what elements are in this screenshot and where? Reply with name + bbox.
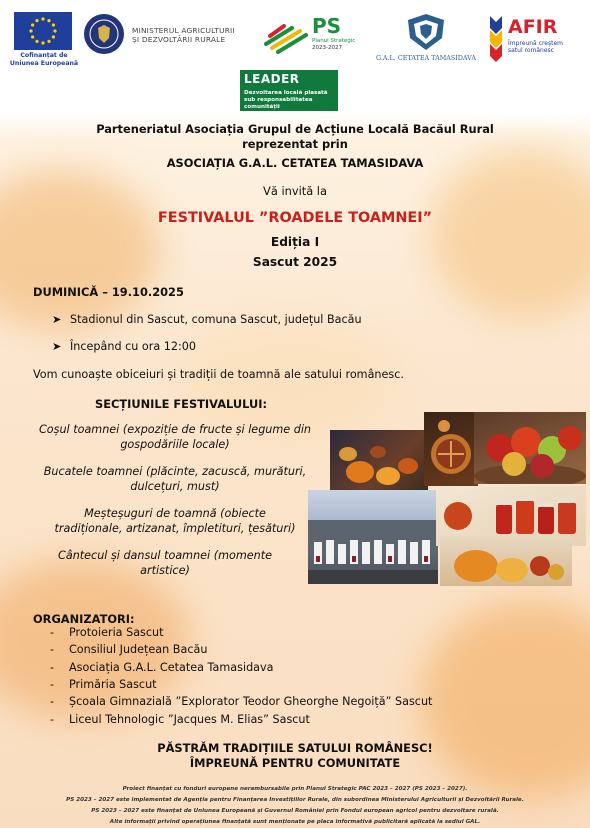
pumpkins-photo [330, 430, 428, 494]
represented-by: reprezentat prin [242, 137, 348, 151]
background-leaf [420, 600, 590, 800]
organizer-item: Consiliul Județean Bacău [69, 643, 208, 656]
leader-logo [240, 70, 338, 111]
leader-title: LEADER [244, 72, 300, 86]
section-text: Coșul toamnei (expoziție de fructe și legume din [38, 423, 312, 436]
closing-line-2: ÎMPREUNĂ PENTRU COMUNITATE [189, 756, 401, 770]
government-emblem [84, 14, 124, 54]
footer-line: Proiect finanțat cu fonduri europene nerambursabile prin Planul Strategic PAC 2023 – 2027 (PS 2023 – 2027). [122, 786, 468, 792]
section-text: gospodăriile locale) [120, 438, 230, 451]
section-item [30, 506, 320, 536]
invite-text: Vă invită la [263, 184, 327, 198]
eu-flag-logo [14, 12, 72, 50]
list-dash: - [50, 661, 55, 674]
pie-photo [424, 412, 478, 486]
sections-heading: SECȚIUNILE FESTIVALULUI: [95, 397, 268, 411]
organizer-item: Protoieria Sascut [69, 626, 164, 639]
organizer-item: Primăria Sascut [69, 678, 157, 691]
list-dash: - [50, 713, 55, 726]
ps-mark: PS [312, 14, 342, 38]
section-text: Cântecul și dansul toamnei (momente [58, 549, 272, 562]
ps-years: 2023-2027 [312, 45, 342, 51]
section-item [30, 464, 320, 494]
leader-subtitle: Dezvoltarea locală plasată sub responsabilitatea comunității [244, 90, 328, 110]
group-photo [308, 490, 438, 584]
bullet-icon: ➤ [52, 340, 62, 353]
organizer-item: Liceul Tehnologic ”Jacques M. Elias” Sascut [69, 713, 310, 726]
location-text: Stadionul din Sascut, comuna Sascut, județul Bacău [70, 313, 362, 326]
list-dash: - [50, 626, 55, 639]
eu-caption: Cofinanțat de Uniunea Europeană [9, 52, 79, 67]
ministry-line: ȘI DEZVOLTĂRII RURALE [132, 35, 226, 44]
section-text: Bucatele toamnei (plăcinte, zacuscă, murături, [43, 465, 307, 478]
bullet-icon: ➤ [52, 313, 62, 326]
section-item [30, 422, 320, 452]
list-dash: - [50, 678, 55, 691]
list-dash: - [50, 643, 55, 656]
partnership-line: Parteneriatul Asociația Grupul de Acțiune Locală Bacăul Rural [96, 122, 494, 136]
section-text: dulcețuri, must) [130, 480, 220, 493]
place-year: Sascut 2025 [252, 255, 338, 269]
ministry-text [132, 26, 235, 44]
ministry-line: MINISTERUL AGRICULTURII [132, 26, 235, 35]
afir-tagline: satul românesc [508, 47, 554, 54]
organizers-heading: ORGANIZATORI: [33, 612, 135, 626]
organizer-item: Școala Gimnazială ”Explorator Teodor Gheorghe Negoiță” Sascut [69, 695, 433, 708]
event-date: DUMINICĂ – 19.10.2025 [33, 285, 184, 299]
gal-logo [376, 12, 476, 64]
gal-name: G.A.L. CETATEA TAMASIDAVA [376, 54, 476, 62]
closing-line-1: PĂSTRĂM TRADIȚIILE SATULUI ROMÂNESC! [157, 741, 433, 755]
list-dash: - [50, 695, 55, 708]
section-item [30, 548, 300, 578]
apples-photo [474, 412, 586, 484]
harvest-photo [440, 536, 572, 586]
logo-bar [0, 0, 590, 112]
organizer-item: Asociația G.A.L. Cetatea Tamasidava [69, 661, 274, 674]
edition: Ediția I [270, 235, 320, 249]
ps-caption: Planul Strategic [312, 38, 356, 44]
footer-line: PS 2023 – 2027 este finanțat de Uniunea Europeană și Guvernul României prin Fondul european agricol pentru dezvoltare rurală. [91, 808, 499, 814]
afir-logo [488, 14, 576, 62]
afir-mark: AFIR [508, 16, 558, 38]
footer-line: Alte informații privind operațiunea finanțată sunt menționate pe placa informativă publicitară aplicată la sediul GAL. [109, 819, 481, 825]
start-time-text: Începând cu ora 12:00 [70, 340, 197, 353]
afir-tagline: Împreună creștem [508, 40, 563, 47]
footer-line: PS 2023 – 2027 este implementat de Agenția pentru Finanțarea Investițiilor Rurale, din subordinea Ministerului Agriculturii și Dezvoltării Rurale. [66, 797, 524, 803]
association-name: ASOCIAȚIA G.A.L. CETATEA TAMASIDAVA [166, 156, 424, 170]
festival-title: FESTIVALUL ”ROADELE TOAMNEI” [157, 210, 433, 226]
section-text: Meșteșuguri de toamnă (obiecte [84, 507, 266, 520]
section-text: tradiționale, artizanat, împletituri, țesături) [54, 522, 296, 535]
description: Vom cunoaște obiceiuri și tradiții de toamnă ale satului românesc. [33, 368, 404, 381]
section-text: artistice) [140, 564, 190, 577]
ps-logo [262, 14, 358, 58]
